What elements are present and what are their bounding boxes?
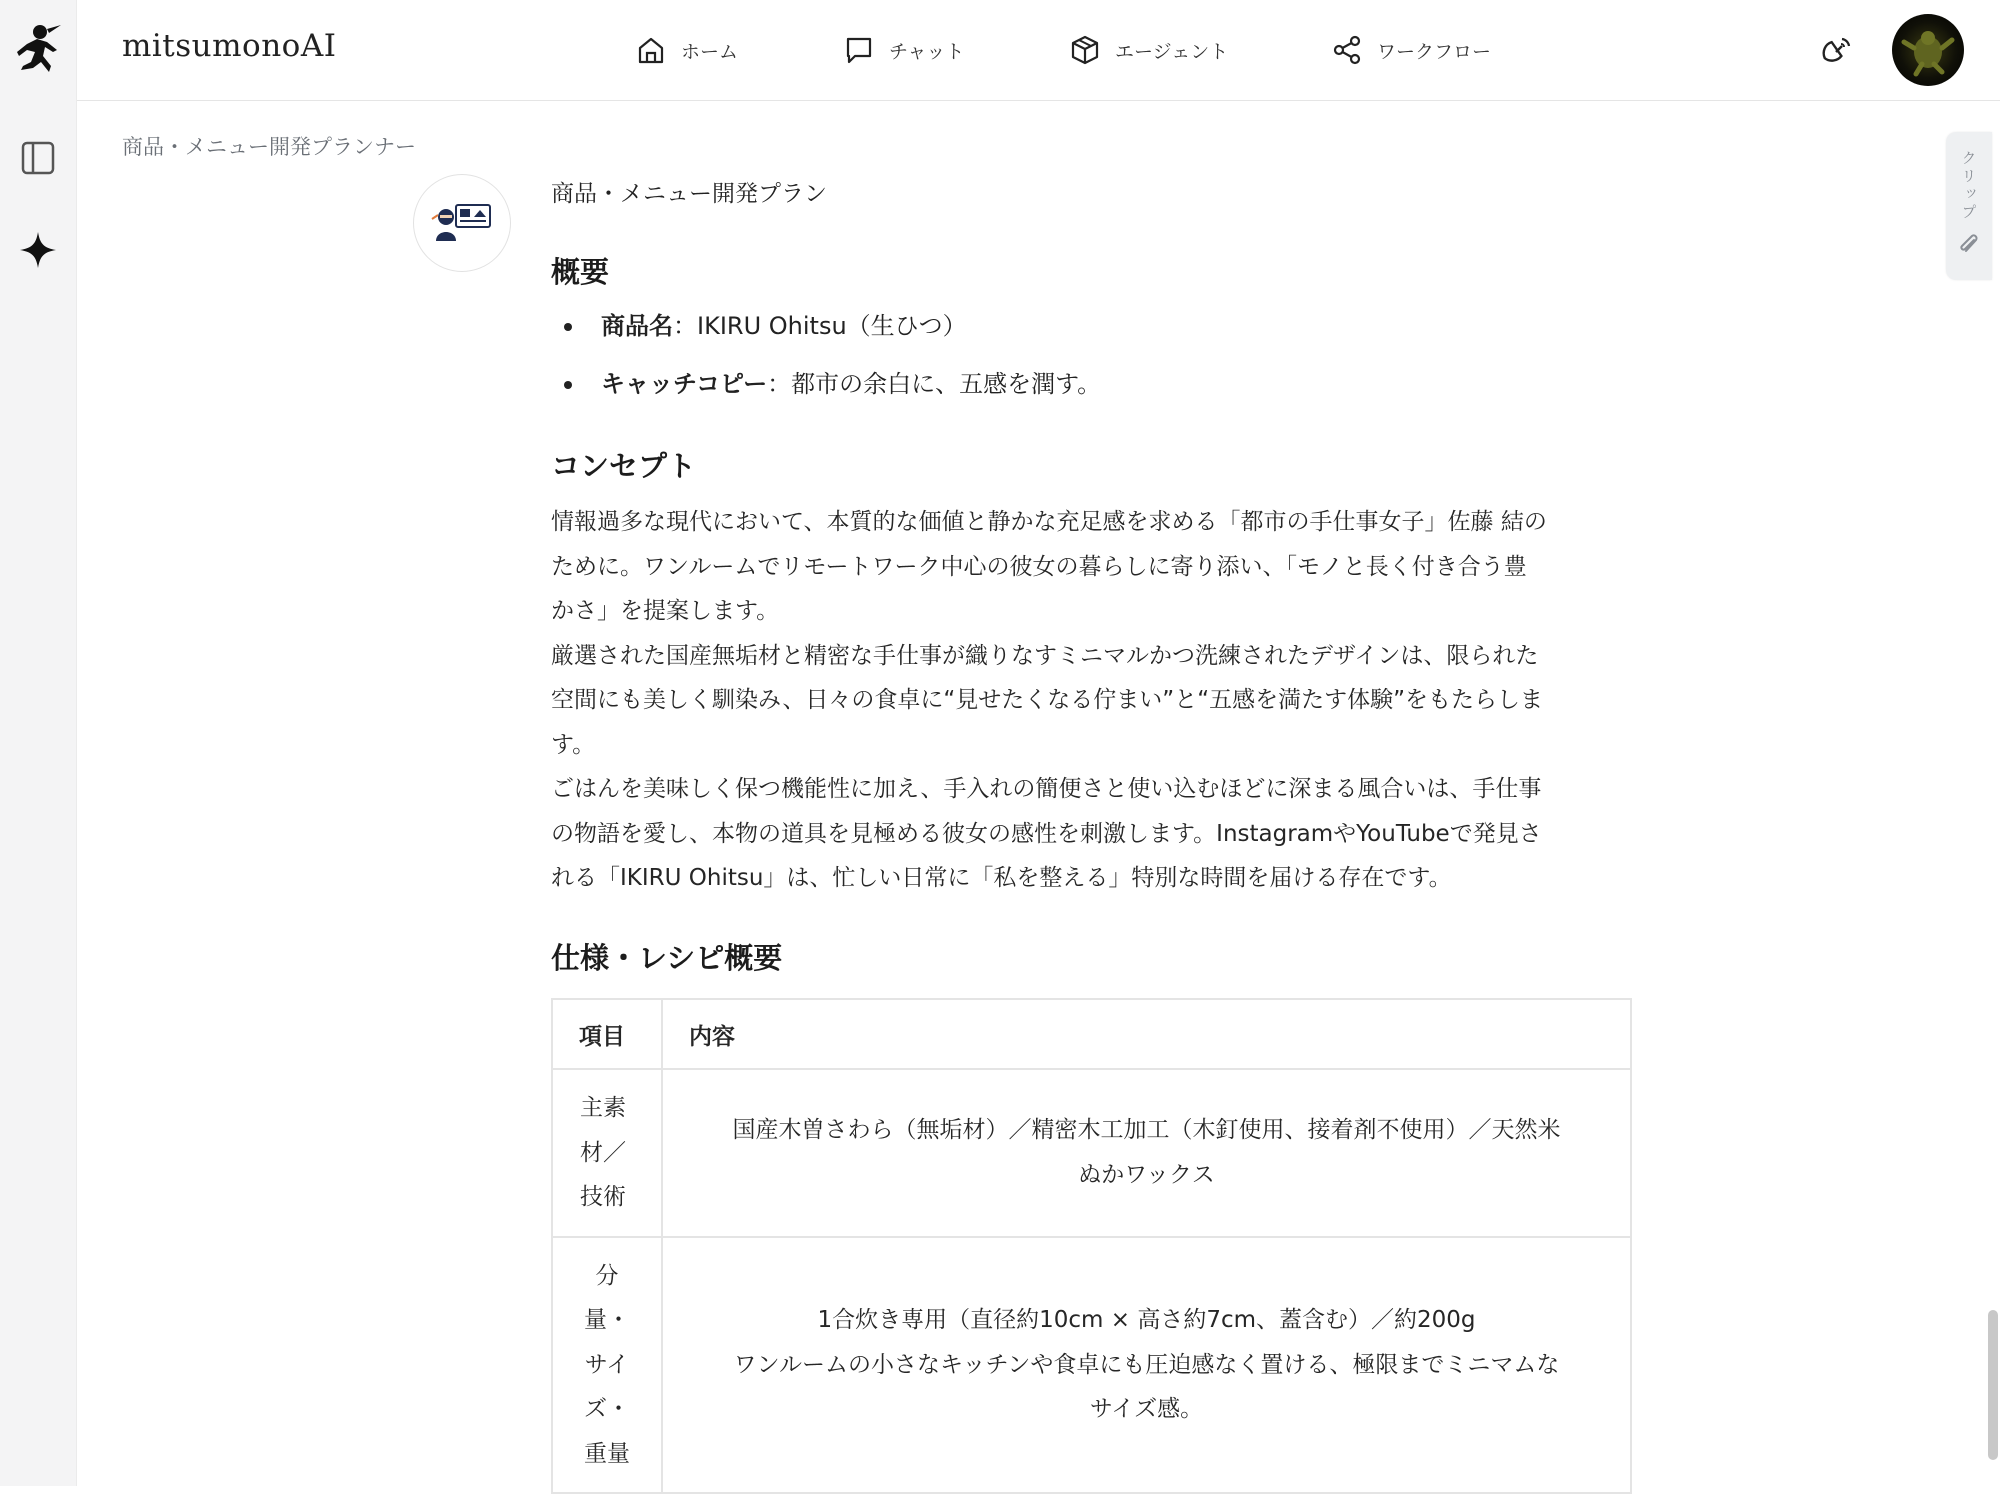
spec-heading: 仕様・レシピ概要	[551, 941, 783, 975]
nav-home-label: ホーム	[681, 40, 739, 63]
concept-line: れる「IKIRU Ohitsu」は、忙しい日常に「私を整える」特別な時間を届ける存在です。	[551, 865, 1452, 891]
left-rail	[0, 0, 77, 1486]
cell-line: ワンルームの小さなキッチンや食卓にも圧迫感なく置ける、極限までミニマムな	[733, 1351, 1560, 1378]
cell-line: 材／	[580, 1139, 626, 1166]
table-cell-value	[662, 1237, 1631, 1494]
concept-line: ために。ワンルームでリモートワーク中心の彼女の暮らしに寄り添い、「モノと長く付き合う豊	[551, 553, 1527, 580]
list-item	[551, 304, 1101, 362]
concept-line: の物語を愛し、本物の道具を見極める彼女の感性を刺激します。InstagramやYouTubeで発見さ	[551, 820, 1542, 847]
list-item	[551, 362, 1101, 420]
concept-line: 厳選された国産無垢材と精密な手仕事が織りなすミニマルかつ洗練されたデザインは、限られた	[551, 642, 1539, 669]
satellite-dish-icon[interactable]	[1814, 30, 1858, 74]
brand-name[interactable]: mitsumonoAI	[122, 28, 337, 64]
catchcopy-key: キャッチコピー	[601, 370, 768, 398]
concept-heading: コンセプト	[551, 449, 697, 483]
user-avatar[interactable]	[1892, 14, 1964, 86]
concept-line: 情報過多な現代において、本質的な価値と静かな充足感を求める「都市の手仕事女子」佐藤 結の	[551, 509, 1547, 535]
cell-line: ぬかワックス	[1078, 1161, 1215, 1188]
concept-paragraph	[551, 500, 1633, 901]
cell-line: 分	[595, 1262, 619, 1289]
message-title: 商品・メニュー開発プラン	[551, 181, 827, 207]
concept-line: 空間にも美しく馴染み、日々の食卓に“見せたくなる佇まい”と“五感を満たす体験”をもたらしま	[551, 687, 1544, 713]
product-name-key: 商品名	[601, 312, 673, 340]
nav-home[interactable]	[635, 30, 738, 70]
nav-workflow-label: ワークフロー	[1377, 40, 1492, 63]
cell-line: 技術	[580, 1184, 626, 1210]
product-name-value: IKIRU Ohitsu（生ひつ）	[697, 312, 967, 340]
cell-line: 量・	[584, 1307, 630, 1333]
overview-list	[551, 304, 1101, 420]
nav-workflow[interactable]	[1331, 30, 1491, 70]
cell-line: サイズ感。	[1089, 1396, 1204, 1422]
table-cell-value	[662, 1069, 1631, 1237]
cell-line: 重量	[584, 1440, 630, 1467]
nav-chat[interactable]	[843, 30, 964, 70]
breadcrumb: 商品・メニュー開発プランナー	[122, 135, 416, 159]
paperclip-icon	[1957, 232, 1981, 258]
top-bar	[77, 0, 2000, 101]
catchcopy-value: 都市の余白に、五感を潤す。	[791, 370, 1102, 398]
ninja-presenter-icon	[430, 197, 494, 249]
concept-line: ごはんを美味しく保つ機能性に加え、手入れの簡便さと使い込むほどに深まる風合いは、手仕事	[551, 776, 1542, 802]
table-cell-key	[552, 1237, 662, 1494]
catchcopy-sep: ：	[767, 370, 792, 398]
ninja-logo-icon[interactable]	[10, 22, 66, 78]
table-row	[552, 1069, 1631, 1237]
cube-icon	[1069, 34, 1101, 66]
cell-line: ズ・	[584, 1396, 630, 1422]
share-nodes-icon	[1331, 34, 1363, 66]
overview-heading: 概要	[551, 255, 610, 289]
nav-agent-label: エージェント	[1115, 40, 1229, 63]
sidebar-toggle-icon[interactable]	[10, 130, 66, 186]
clip-panel-tab[interactable]	[1946, 132, 1992, 280]
cell-line: サイ	[584, 1351, 630, 1378]
concept-line: す。	[551, 731, 596, 758]
cell-line: 主素	[580, 1095, 626, 1121]
table-cell-key	[552, 1069, 662, 1237]
table-header-row	[552, 999, 1631, 1069]
clip-label: クリップ	[1959, 150, 1978, 222]
table-row	[552, 1237, 1631, 1494]
spec-table	[551, 998, 1632, 1494]
product-name-sep: ：	[673, 312, 697, 340]
nav-chat-label: チャット	[889, 40, 965, 63]
chat-icon	[843, 34, 875, 66]
nav-agent[interactable]	[1069, 30, 1228, 70]
concept-line: かさ」を提案します。	[551, 598, 780, 624]
home-icon	[635, 34, 667, 66]
column-header-item: 項目	[552, 999, 662, 1069]
scrollbar-thumb[interactable]	[1988, 1310, 1998, 1460]
assistant-message	[551, 174, 1633, 1467]
column-header-content: 内容	[662, 999, 1631, 1069]
assistant-avatar	[413, 174, 511, 272]
cell-line: 1合炊き専用（直径約10cm × 高さ約7cm、蓋含む）／約200g	[817, 1307, 1476, 1333]
cell-line: 国産木曽さわら（無垢材）／精密木工加工（木釘使用、接着剤不使用）／天然米	[732, 1117, 1561, 1144]
sparkle-icon[interactable]	[10, 222, 66, 278]
